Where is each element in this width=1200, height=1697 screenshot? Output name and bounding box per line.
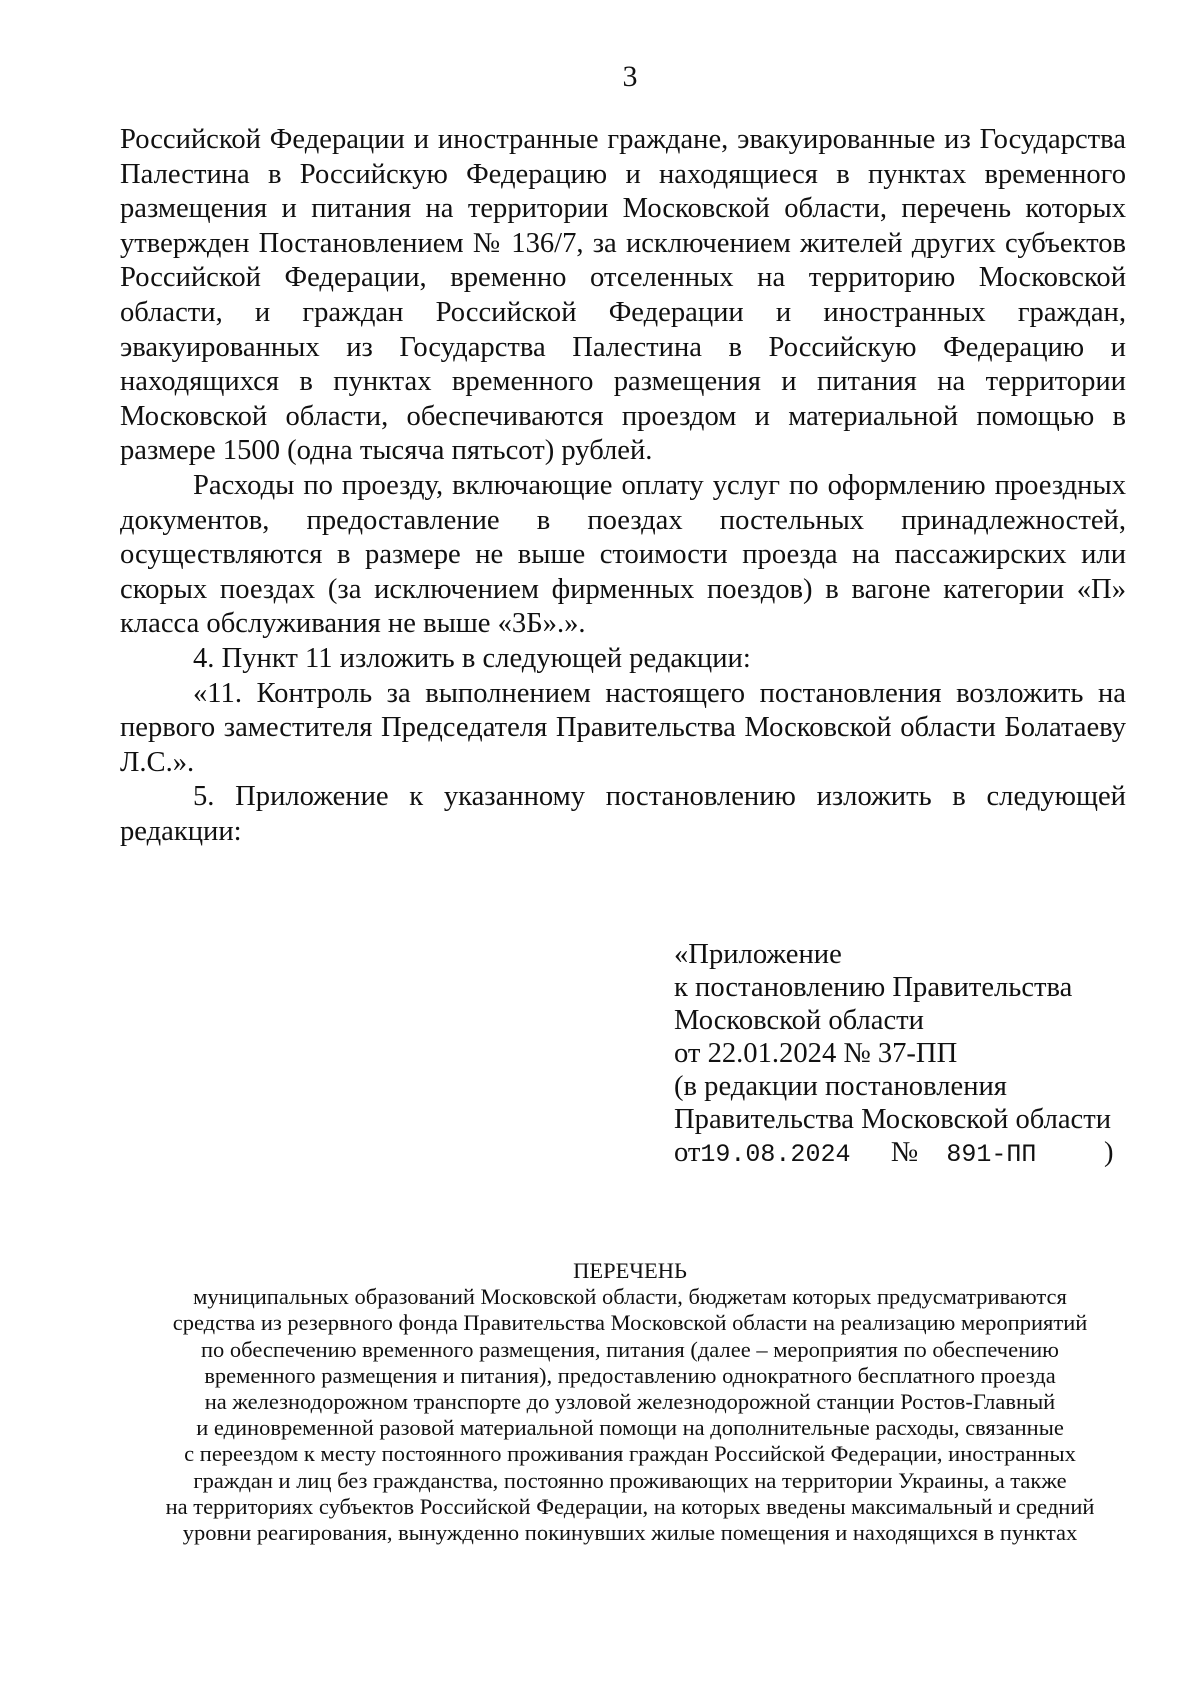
amendment-date: 19.08.2024 [700, 1140, 851, 1169]
list-heading-line: на железнодорожном транспорте до узловой железнодорожной станции Ростов-Главный [204, 1389, 1056, 1415]
appendix-stamp-line: Правительства Московской области [674, 1104, 1112, 1135]
paragraph-travel-expenses: Расходы по проезду, включающие оплату услуг по оформлению проездных документов, предоставление в поездах постельных принадлежностей, осуществляются в размере не выше стоимости проезда на пассажирских или скорых поездах (за исключением фирменных поездов) в вагоне категории «П» класса обслуживания не выше «3Б».». [120, 469, 1126, 640]
close-paren: ) [1104, 1137, 1114, 1168]
list-heading-line: средства из резервного фонда Правительства Московской области на реализацию мероприятий [172, 1310, 1088, 1336]
list-heading-line: муниципальных образований Московской области, бюджетам которых предусматриваются [193, 1284, 1067, 1310]
list-heading-line: временного размещения и питания), предоставлению однократного бесплатного проезда [204, 1362, 1056, 1388]
appendix-stamp-line: Московской области [674, 1005, 924, 1036]
list-heading-line: с переездом к месту постоянного проживания граждан Российской Федерации, иностранных [184, 1441, 1076, 1467]
page-number: 3 [622, 60, 638, 93]
date-prefix: от [674, 1137, 701, 1168]
appendix-stamp-line: к постановлению Правительства [674, 972, 1073, 1003]
number-sign: № [890, 1137, 919, 1168]
appendix-stamp [674, 938, 1134, 1171]
paragraph-evacuees: Российской Федерации и иностранные граждане, эвакуированные из Государства Палестина в Российскую Федерацию и находящиеся в пунктах временного размещения и питания на территории Московской области, перечень которых утвержден Постановлением № 136/7, за исключением жителей других субъектов Российской Федерации, временно отселенных на территорию Московской области, и граждан Российской Федерации и иностранных граждан, эвакуированных из Государства Палестина в Российскую Федерацию и находящихся в пунктах временного размещения и питания на территории Московской области, обеспечиваются проездом и материальной помощью в размере 1500 (одна тысяча пятьсот) рублей. [120, 124, 1126, 467]
appendix-stamp-line: от 22.01.2024 № 37-ПП [674, 1038, 958, 1069]
paragraph-item-5: 5. Приложение к указанному постановлению изложить в следующей редакции: [120, 781, 1126, 847]
paragraph-item-11: «11. Контроль за выполнением настоящего постановления возложить на первого заместителя Председателя Правительства Московской области Болатаеву Л.С.». [120, 677, 1126, 778]
amendment-date-line [674, 1136, 1134, 1171]
list-heading-line: по обеспечению временного размещения, питания (далее – мероприятия по обеспечению [201, 1336, 1059, 1362]
list-title: ПЕРЕЧЕНЬ [573, 1258, 687, 1283]
amendment-number: 891-ПП [946, 1140, 1037, 1169]
list-heading-line: на территориях субъектов Российской Федерации, на которых введены максимальный и средний [165, 1493, 1095, 1519]
list-heading-line: уровни реагирования, вынужденно покинувших жилые помещения и находящихся в пунктах [182, 1520, 1078, 1546]
list-heading-line: и единовременной разовой материальной помощи на дополнительные расходы, связанные [196, 1415, 1064, 1441]
paragraph-item-4: 4. Пункт 11 изложить в следующей редакции: [193, 642, 751, 674]
appendix-stamp-line: «Приложение [674, 939, 842, 970]
appendix-stamp-line: (в редакции постановления [674, 1071, 1007, 1102]
body-text [120, 123, 1126, 849]
list-heading-line: граждан и лиц без гражданства, постоянно проживающих на территории Украины, а также [193, 1467, 1067, 1493]
list-heading [110, 1258, 1150, 1546]
